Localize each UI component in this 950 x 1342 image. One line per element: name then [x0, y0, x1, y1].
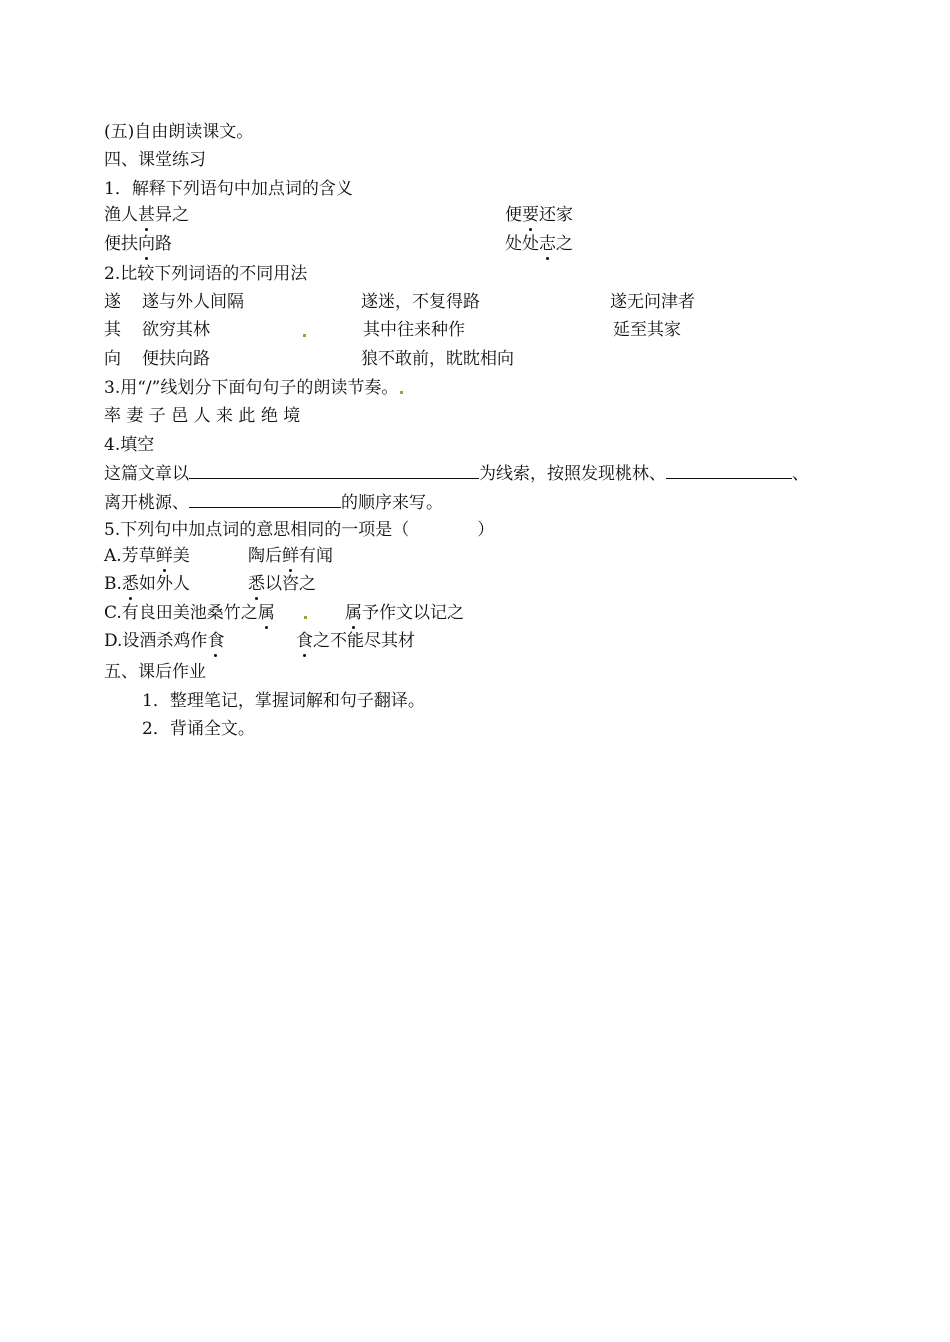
q5-option-d: D.设酒杀鸡作食: [104, 631, 225, 651]
fill-blank[interactable]: [189, 491, 341, 508]
q5-option-a-compare: 陶后鲜有闻: [248, 546, 333, 566]
q5-option-d-compare: 食之不能尽其材: [296, 631, 415, 651]
q2-row-word: 向: [104, 349, 121, 369]
q1-item-d: 处处志之: [505, 234, 573, 254]
q2-title: 2.比较下列词语的不同用法: [104, 264, 308, 284]
scan-speck: [304, 616, 307, 619]
homework-item: 2．背诵全文。: [142, 719, 255, 739]
q2-row-word: 其: [104, 320, 121, 340]
q2-row-item: 其中往来种作: [363, 320, 465, 340]
fill-blank[interactable]: [189, 462, 479, 479]
q5-option-a: A.芳草鲜美: [104, 546, 190, 566]
homework-item: 1．整理笔记，掌握词解和句子翻译。: [142, 691, 425, 711]
q2-row-item: 延至其家: [613, 320, 681, 340]
scan-speck: [303, 334, 306, 337]
q2-row-item: 遂迷，不复得路: [361, 292, 480, 312]
section-5-read: (五)自由朗读课文。: [104, 122, 254, 142]
q2-row-item: 狼不敢前，眈眈相向: [361, 349, 514, 369]
scan-speck: [400, 391, 403, 394]
q1-item-b: 便要还家: [505, 205, 573, 225]
q5-option-c: C.有良田美池桑竹之属: [104, 603, 275, 623]
q2-row-word: 遂: [104, 292, 121, 312]
homework-heading: 五、课后作业: [104, 662, 206, 682]
q2-row-item: 便扶向路: [142, 349, 210, 369]
q5-option-c-compare: 属予作文以记之: [345, 603, 464, 623]
q1-item-a: 渔人甚异之: [104, 205, 189, 225]
q2-row-item: 遂无问津者: [610, 292, 695, 312]
q1-title: 1．解释下列语句中加点词的含义: [104, 179, 353, 199]
q4-title: 4.填空: [104, 435, 155, 455]
q2-row-item: 遂与外人间隔: [142, 292, 244, 312]
q3-sentence: 率 妻 子 邑 人 来 此 绝 境: [104, 406, 301, 426]
fill-blank[interactable]: [666, 462, 792, 479]
q2-row-item: 欲穷其林: [142, 320, 210, 340]
practice-heading: 四、课堂练习: [104, 150, 206, 170]
q4-line1: 这篇文章以 为线索，按照发现桃林、 、: [104, 464, 809, 484]
q5-title: 5.下列句中加点词的意思相同的一项是（ ）: [104, 520, 495, 540]
q5-option-b: B.悉如外人: [104, 574, 190, 594]
q5-option-b-compare: 悉以咨之: [248, 574, 316, 594]
q3-title: 3.用“/”线划分下面句句子的朗读节奏。: [104, 378, 399, 398]
q1-item-c: 便扶向路: [104, 234, 172, 254]
q4-line2: 离开桃源、 的顺序来写。: [104, 493, 443, 513]
